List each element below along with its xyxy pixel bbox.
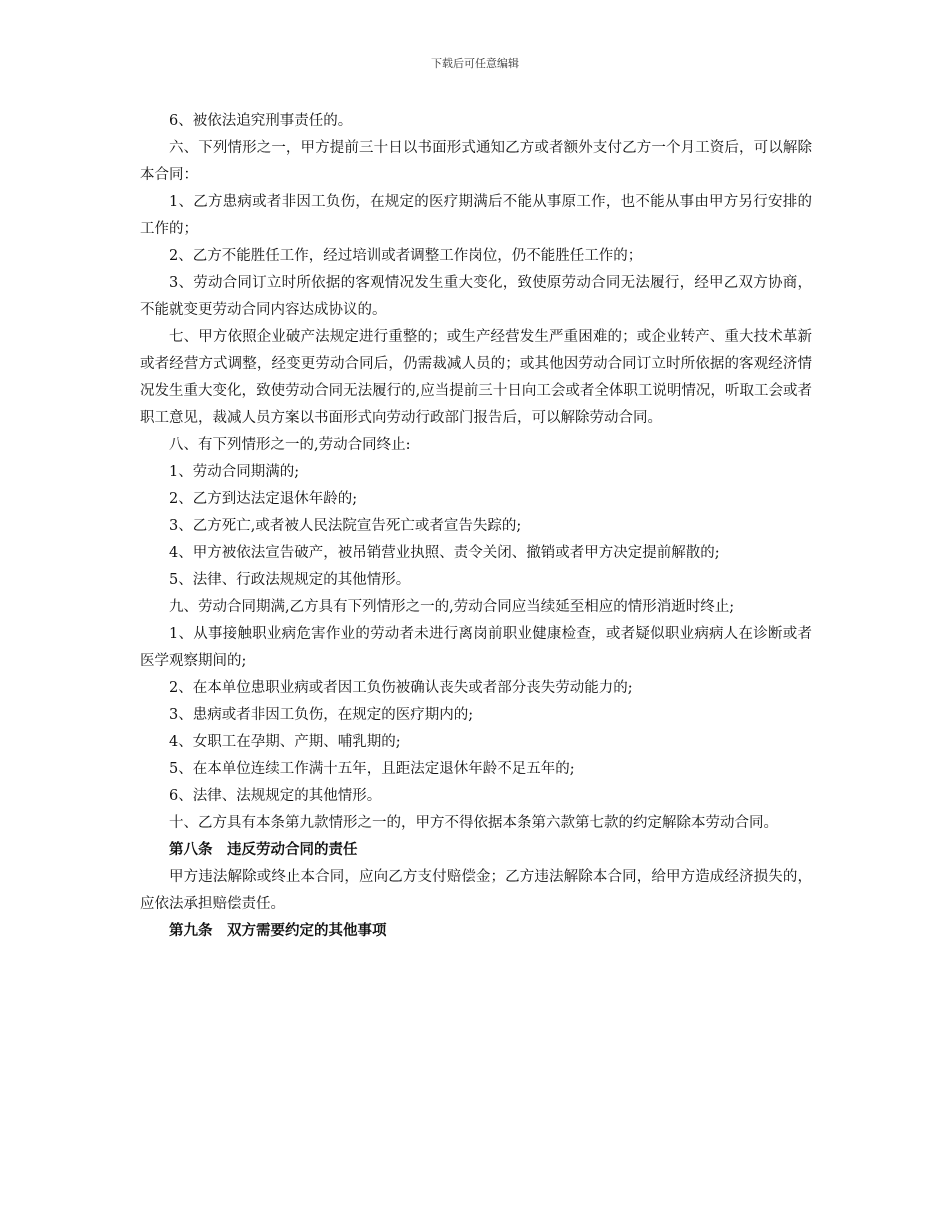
paragraph: 2、乙方到达法定退休年龄的; — [169, 491, 358, 507]
paragraph: 2、乙方不能胜任工作，经过培训或者调整工作岗位，仍不能胜任工作的； — [169, 248, 643, 264]
paragraph: 5、法律、行政法规规定的其他情形。 — [169, 572, 411, 588]
paragraph: 4、甲方被依法宣告破产，被吊销营业执照、责令关闭、撤销或者甲方决定提前解散的; — [169, 545, 720, 561]
paragraph: 5、在本单位连续工作满十五年，且距法定退休年龄不足五年的; — [169, 761, 575, 777]
article-heading: 第九条 双方需要约定的其他事项 — [169, 923, 387, 939]
paragraph: 1、劳动合同期满的; — [169, 464, 300, 480]
paragraph: 1、乙方患病或者非因工负伤，在规定的医疗期满后不能从事原工作，也不能从事由甲方另行安排的工作的； — [140, 194, 812, 237]
article-heading: 第八条 违反劳动合同的责任 — [169, 842, 358, 858]
paragraph: 十、乙方具有本条第九款情形之一的，甲方不得依据本条第六款第七款的约定解除本劳动合同。 — [169, 815, 778, 831]
paragraph: 3、劳动合同订立时所依据的客观情况发生重大变化，致使原劳动合同无法履行，经甲乙双方协商，不能就变更劳动合同内容达成协议的。 — [140, 275, 812, 318]
paragraph: 3、患病或者非因工负伤，在规定的医疗期内的; — [169, 707, 474, 723]
paragraph: 6、被依法追究刑事责任的。 — [169, 113, 353, 129]
paragraph: 九、劳动合同期满,乙方具有下列情形之一的,劳动合同应当续延至相应的情形消逝时终止; — [169, 599, 735, 615]
paragraph: 4、女职工在孕期、产期、哺乳期的; — [169, 734, 401, 750]
paragraph: 6、法律、法规规定的其他情形。 — [169, 788, 382, 804]
paragraph: 甲方违法解除或终止本合同，应向乙方支付赔偿金；乙方违法解除本合同，给甲方造成经济损失的，应依法承担赔偿责任。 — [140, 869, 812, 912]
paragraph: 2、在本单位患职业病或者因工负伤被确认丧失或者部分丧失劳动能力的; — [169, 680, 633, 696]
paragraph: 1、从事接触职业病危害作业的劳动者未进行离岗前职业健康检查，或者疑似职业病病人在诊断或者医学观察期间的; — [140, 626, 812, 669]
document-body — [140, 108, 812, 945]
paragraph: 七、甲方依照企业破产法规定进行重整的；或生产经营发生严重困难的；或企业转产、重大技术革新或者经营方式调整，经变更劳动合同后，仍需裁减人员的；或其他因劳动合同订立时所依据的客观经济情况发生重大变化，致使劳动合同无法履行的,应当提前三十日向工会或者全体职工说明情况，听取工会或者职工意见，裁减人员方案以书面形式向劳动行政部门报告后，可以解除劳动合同。 — [140, 329, 812, 426]
page-header: 下载后可任意编辑 — [431, 57, 519, 70]
paragraph: 3、乙方死亡,或者被人民法院宣告死亡或者宣告失踪的; — [169, 518, 522, 534]
paragraph: 八、有下列情形之一的,劳动合同终止: — [169, 437, 411, 453]
paragraph: 六、下列情形之一，甲方提前三十日以书面形式通知乙方或者额外支付乙方一个月工资后，可以解除本合同： — [140, 140, 812, 183]
